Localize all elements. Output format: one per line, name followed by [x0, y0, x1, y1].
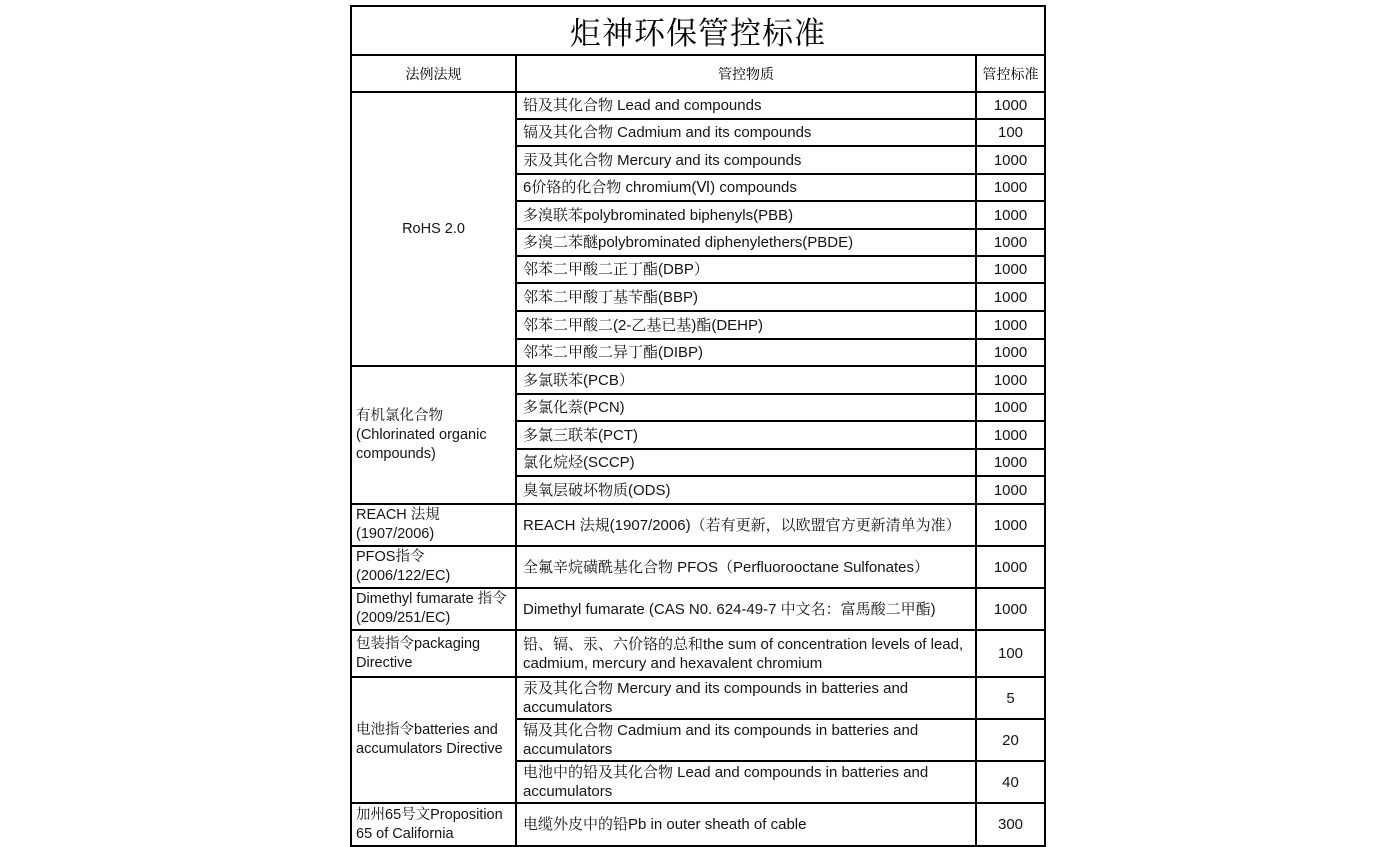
limit-cell: 1000	[976, 546, 1045, 588]
table-row	[351, 546, 1045, 588]
regulation-cell: RoHS 2.0	[351, 92, 516, 366]
table-row	[351, 677, 1045, 719]
substance-cell: 多氯化萘(PCN)	[516, 394, 976, 421]
table-row	[351, 588, 1045, 630]
limit-cell: 1000	[976, 476, 1045, 504]
substance-cell: 汞及其化合物 Mercury and its compounds	[516, 146, 976, 174]
substance-cell: 多氯联苯(PCB）	[516, 366, 976, 394]
table-row	[351, 366, 1045, 394]
limit-cell: 300	[976, 803, 1045, 846]
substance-cell: 多氯三联苯(PCT)	[516, 421, 976, 449]
limit-cell: 5	[976, 677, 1045, 719]
regulation-cell: PFOS指令 (2006/122/EC)	[351, 546, 516, 588]
column-header-regulation: 法例法规	[351, 55, 516, 92]
limit-cell: 1000	[976, 146, 1045, 174]
title-row	[351, 6, 1045, 55]
substance-cell: 电池中的铅及其化合物 Lead and compounds in batteries and accumulators	[516, 761, 976, 803]
limit-cell: 40	[976, 761, 1045, 803]
substance-cell: 多溴二苯醚polybrominated diphenylethers(PBDE)	[516, 229, 976, 256]
limit-cell: 1000	[976, 92, 1045, 119]
limit-cell: 1000	[976, 394, 1045, 421]
substance-cell: 多溴联苯polybrominated biphenyls(PBB)	[516, 201, 976, 229]
substance-cell: 全氟辛烷磺酰基化合物 PFOS（Perfluorooctane Sulfonates）	[516, 546, 976, 588]
substance-cell: 铅、镉、汞、六价铬的总和the sum of concentration levels of lead, cadmium, mercury and hexavalent chromium	[516, 630, 976, 677]
document-title: 炬神环保管控标准	[351, 6, 1045, 55]
standards-table	[350, 5, 1046, 847]
column-header-limit: 管控标准	[976, 55, 1045, 92]
table-head	[351, 6, 1045, 92]
substance-cell: 臭氧层破坏物质(ODS)	[516, 476, 976, 504]
limit-cell: 20	[976, 719, 1045, 761]
regulation-cell: REACH 法規(1907/2006)	[351, 504, 516, 546]
substance-cell: 6价铬的化合物 chromium(Ⅵ) compounds	[516, 174, 976, 201]
substance-cell: 邻苯二甲酸二异丁酯(DIBP)	[516, 339, 976, 366]
regulation-cell: 电池指令batteries and accumulators Directive	[351, 677, 516, 803]
table-row	[351, 630, 1045, 677]
header-row	[351, 55, 1045, 92]
substance-cell: 邻苯二甲酸二(2-乙基已基)酯(DEHP)	[516, 311, 976, 339]
table-row	[351, 803, 1045, 846]
limit-cell: 1000	[976, 283, 1045, 311]
substance-cell: 邻苯二甲酸二正丁酯(DBP）	[516, 256, 976, 283]
substance-cell: 电缆外皮中的铅Pb in outer sheath of cable	[516, 803, 976, 846]
table-row	[351, 504, 1045, 546]
limit-cell: 100	[976, 119, 1045, 146]
limit-cell: 100	[976, 630, 1045, 677]
substance-cell: 氯化烷烃(SCCP)	[516, 449, 976, 476]
table-row	[351, 92, 1045, 119]
substance-cell: 镉及其化合物 Cadmium and its compounds	[516, 119, 976, 146]
limit-cell: 1000	[976, 229, 1045, 256]
regulation-cell: 加州65号文Proposition 65 of California	[351, 803, 516, 846]
limit-cell: 1000	[976, 449, 1045, 476]
limit-cell: 1000	[976, 421, 1045, 449]
limit-cell: 1000	[976, 174, 1045, 201]
substance-cell: 镉及其化合物 Cadmium and its compounds in batteries and accumulators	[516, 719, 976, 761]
substance-cell: 铅及其化合物 Lead and compounds	[516, 92, 976, 119]
substance-cell: 邻苯二甲酸丁基苄酯(BBP)	[516, 283, 976, 311]
regulation-cell: 有机氯化合物(Chlorinated organic compounds)	[351, 366, 516, 504]
limit-cell: 1000	[976, 311, 1045, 339]
substance-cell: 汞及其化合物 Mercury and its compounds in batteries and accumulators	[516, 677, 976, 719]
substance-cell: Dimethyl fumarate (CAS N0. 624-49-7 中文名：富馬酸二甲酯)	[516, 588, 976, 630]
limit-cell: 1000	[976, 339, 1045, 366]
column-header-substance: 管控物质	[516, 55, 976, 92]
limit-cell: 1000	[976, 201, 1045, 229]
limit-cell: 1000	[976, 366, 1045, 394]
limit-cell: 1000	[976, 504, 1045, 546]
limit-cell: 1000	[976, 256, 1045, 283]
substance-cell: REACH 法規(1907/2006)（若有更新，以欧盟官方更新清单为准）	[516, 504, 976, 546]
regulation-cell: Dimethyl fumarate 指令(2009/251/EC)	[351, 588, 516, 630]
table-body	[351, 92, 1045, 846]
regulation-cell: 包装指令packaging Directive	[351, 630, 516, 677]
limit-cell: 1000	[976, 588, 1045, 630]
